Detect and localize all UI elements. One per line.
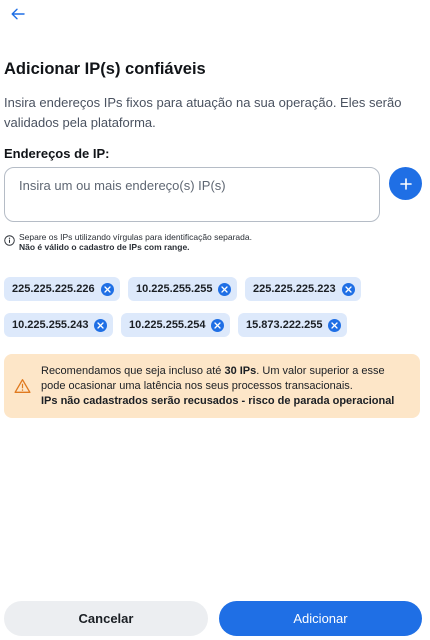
remove-chip-icon[interactable] — [211, 319, 224, 332]
warning-text-part: Recomendamos que seja incluso até — [41, 364, 225, 377]
add-ip-button[interactable] — [389, 167, 422, 200]
ip-hint — [4, 232, 252, 252]
submit-add-button[interactable]: Adicionar — [219, 601, 422, 636]
hint-line-1: Separe os IPs utilizando vírgulas para identificação separada. — [19, 232, 252, 242]
remove-chip-icon[interactable] — [94, 319, 107, 332]
ip-chip-label: 10.225.255.255 — [136, 283, 213, 295]
back-button[interactable] — [8, 4, 28, 24]
ip-chip — [121, 313, 230, 337]
warning-alert — [4, 354, 420, 418]
warning-text-part: . Um valor superior a esse pode ocasionar uma latência nos seus processos transacionais. — [41, 364, 385, 392]
ip-chip — [4, 277, 120, 301]
ip-chip-label: 10.225.255.254 — [129, 319, 206, 331]
arrow-left-icon — [11, 8, 25, 20]
warning-ip-limit: 30 IPs — [224, 364, 257, 377]
plus-icon — [400, 178, 412, 190]
warning-emphasis: IPs não cadastrados serão recusados - risco de parada operacional — [41, 394, 395, 407]
ip-chip — [4, 313, 113, 337]
ip-chip-label: 225.225.225.223 — [253, 283, 336, 295]
remove-chip-icon[interactable] — [342, 283, 355, 296]
page-title: Adicionar IP(s) confiáveis — [4, 60, 206, 78]
cancel-button[interactable]: Cancelar — [4, 601, 208, 636]
ip-field-label: Endereços de IP: — [4, 146, 110, 161]
ip-chip — [128, 277, 237, 301]
remove-chip-icon[interactable] — [218, 283, 231, 296]
ip-chip — [245, 277, 361, 301]
ip-input[interactable] — [4, 167, 380, 222]
ip-chip-label: 225.225.225.226 — [12, 283, 95, 295]
warning-text — [41, 364, 410, 409]
ip-chip-label: 10.225.255.243 — [12, 319, 89, 331]
info-icon — [4, 235, 15, 246]
ip-chip-label: 15.873.222.255 — [246, 319, 323, 331]
ip-chip — [238, 313, 347, 337]
remove-chip-icon[interactable] — [328, 319, 341, 332]
warning-icon — [14, 378, 31, 394]
page-description: Insira endereços IPs fixos para atuação na sua operação. Eles serão validados pela plataforma. — [4, 95, 402, 130]
remove-chip-icon[interactable] — [101, 283, 114, 296]
hint-line-2: Não é válido o cadastro de IPs com range. — [19, 242, 190, 252]
